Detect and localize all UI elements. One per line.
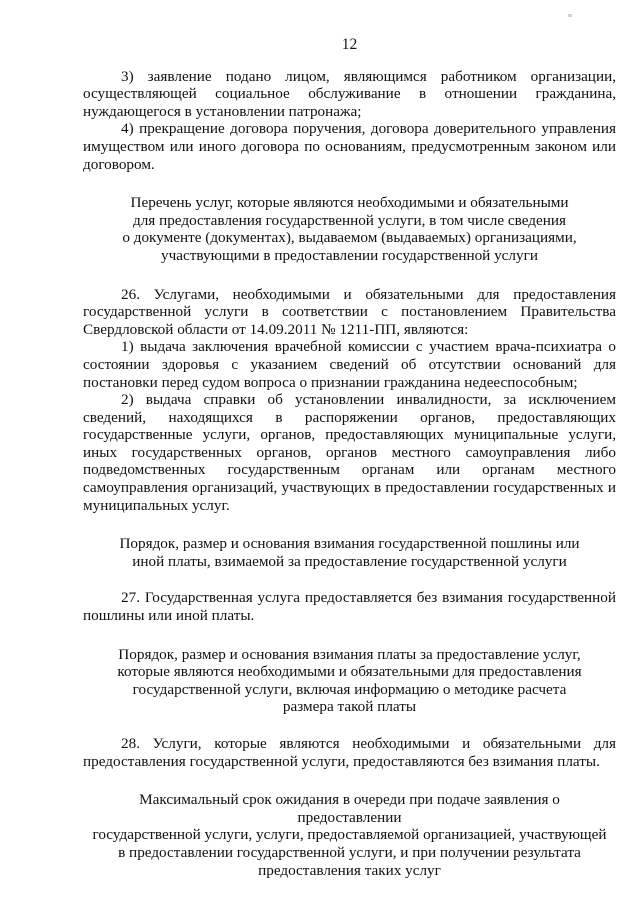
spacer — [83, 716, 616, 735]
section-heading-queue-time — [83, 791, 616, 879]
spacer — [83, 514, 616, 535]
spacer — [83, 770, 616, 791]
paragraph-item-4: 4) прекращение договора поручения, договора доверительного управления имуществом или иного договора по основаниям, предусмотренным законом или договором. — [83, 120, 616, 173]
section-heading-state-fee — [83, 535, 616, 570]
section-heading-service-fee — [83, 646, 616, 716]
heading-line: о документе (документах), выдаваемом (выдаваемых) организациями, — [122, 229, 577, 247]
spacer — [83, 265, 616, 286]
heading-line: предоставления таких услуг — [258, 861, 441, 879]
heading-line: которые являются необходимыми и обязательными для предоставления — [117, 663, 582, 681]
section-heading-services-list — [83, 194, 616, 264]
heading-line: государственной услуги, включая информацию о методике расчета — [132, 680, 567, 698]
paragraph-item-3: 3) заявление подано лицом, являющимся работником организации, осуществляющей социальное обслуживание в отношении гражданина, нуждающегося в установлении патронажа; — [83, 67, 616, 120]
paragraph-26: 26. Услугами, необходимыми и обязательными для предоставления государственной услуги в соответствии с постановлением Правительства Свердловской области от 14.09.2011 № 1211-ПП, являются: — [83, 285, 616, 338]
spacer — [83, 570, 616, 589]
paragraph-27: 27. Государственная услуга предоставляется без взимания государственной пошлины или иной платы. — [83, 589, 616, 625]
spacer — [83, 625, 616, 646]
heading-line: для предоставления государственной услуги, в том числе сведения — [133, 211, 566, 229]
document-page — [83, 36, 616, 879]
paragraph-26-item-2: 2) выдача справки об установлении инвалидности, за исключением сведений, находящихся в распоряжении органов, предоставляющих государственные услуги, органов, предоставляющих муниципальные услуги, иных государственных органов, органов местного самоуправления либо подведомственных государственным органам или органам местного самоуправления организаций, участвующих в предоставлении государственных и муниципальных услуг. — [83, 391, 616, 514]
heading-line: Максимальный срок ожидания в очереди при подаче заявления о предоставлении — [139, 791, 560, 826]
heading-line: в предоставлении государственной услуги, и при получении результата — [118, 843, 581, 861]
scan-mark — [568, 14, 572, 17]
heading-line: Перечень услуг, которые являются необходимыми и обязательными — [130, 194, 569, 212]
heading-line: Порядок, размер и основания взимания платы за предоставление услуг, — [118, 645, 581, 663]
paragraph-28: 28. Услуги, которые являются необходимыми и обязательными для предоставления государственной услуги, предоставляются без взимания платы. — [83, 735, 616, 770]
paragraph-26-item-1: 1) выдача заключения врачебной комиссии с участием врача-психиатра о состоянии здоровья с указанием сведений об отсутствии оснований для постановки перед судом вопроса о признании гражданина недееспособным; — [83, 338, 616, 391]
heading-line: иной платы, взимаемой за предоставление государственной услуги — [132, 552, 567, 570]
heading-line: размера такой платы — [282, 698, 417, 716]
heading-line: участвующими в предоставлении государственной услуги — [161, 246, 538, 264]
heading-line: государственной услуги, услуги, предоставляемой организацией, участвующей — [92, 826, 607, 844]
spacer — [83, 173, 616, 194]
page-number: 12 — [341, 36, 358, 53]
heading-line: Порядок, размер и основания взимания государственной пошлины или — [119, 535, 580, 553]
